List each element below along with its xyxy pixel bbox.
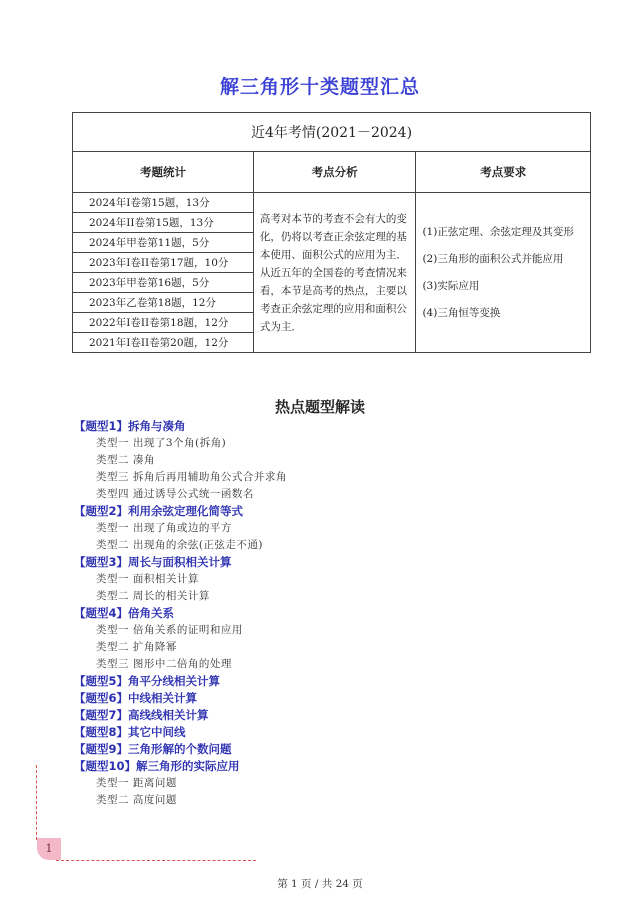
toc-topic-1[interactable]: 【题型1】拆角与凑角 xyxy=(74,419,186,433)
toc-subtopic[interactable]: 类型一 出现了3个角(拆角) xyxy=(96,437,227,449)
topic-list xyxy=(74,418,594,809)
document-title: 解三角形十类题型汇总 xyxy=(219,76,420,98)
requirement-item: (2)三角形的面积公式并能应用 xyxy=(422,252,564,265)
toc-subtopic[interactable]: 类型二 高度问题 xyxy=(96,794,177,806)
stat-row: 2024年II卷第15题，13分 xyxy=(73,213,254,233)
requirement-item: (4)三角恒等变换 xyxy=(422,306,501,319)
toc-topic-3[interactable]: 【题型3】周长与面积相关计算 xyxy=(74,555,232,569)
stat-row: 2023年甲卷第16题，5分 xyxy=(73,273,254,293)
requirement-item: (3)实际应用 xyxy=(422,279,480,292)
toc-topic-8[interactable]: 【题型8】其它中间线 xyxy=(74,725,186,739)
toc-subtopic[interactable]: 类型二 扩角降幂 xyxy=(96,641,177,653)
toc-subtopic[interactable]: 类型一 距离问题 xyxy=(96,777,177,789)
requirement-item: (1)正弦定理、余弦定理及其变形 xyxy=(422,225,574,238)
toc-subtopic[interactable]: 类型二 凑角 xyxy=(96,454,155,466)
toc-subtopic[interactable]: 类型三 拆角后再用辅助角公式合并求角 xyxy=(96,471,287,483)
toc-topic-7[interactable]: 【题型7】高线线相关计算 xyxy=(74,708,209,722)
stat-row: 2022年I卷II卷第18题，12分 xyxy=(73,313,254,333)
toc-topic-10[interactable]: 【题型10】解三角形的实际应用 xyxy=(74,759,240,773)
toc-subtopic[interactable]: 类型一 倍角关系的证明和应用 xyxy=(96,624,243,636)
section-subtitle: 热点题型解读 xyxy=(274,398,365,416)
page-footer: 第 1 页 / 共 24 页 xyxy=(277,878,363,890)
stat-row: 2023年乙卷第18题，12分 xyxy=(73,293,254,313)
toc-topic-2[interactable]: 【题型2】利用余弦定理化简等式 xyxy=(74,504,243,518)
table-caption: 近4年考情(2021－2024) xyxy=(73,113,591,152)
toc-subtopic[interactable]: 类型一 面积相关计算 xyxy=(96,573,199,585)
header-analysis: 考点分析 xyxy=(253,152,416,193)
analysis-text: 高考对本节的考查不会有大的变化，仍将以考查正余弦定理的基本使用、面积公式的应用为主．从近五年的全国卷的考查情况来看，本节是高考的热点，主要以考查正余弦定理的应用和面积公式为主． xyxy=(253,193,416,353)
exam-stats-table xyxy=(72,112,591,353)
page-number-badge: 1 xyxy=(37,838,61,860)
toc-topic-6[interactable]: 【题型6】中线相关计算 xyxy=(74,691,198,705)
requirements-cell xyxy=(416,193,591,353)
stat-row: 2024年甲卷第11题，5分 xyxy=(73,233,254,253)
toc-subtopic[interactable]: 类型三 图形中二倍角的处理 xyxy=(96,658,232,670)
decorative-dashed-line-vertical xyxy=(36,765,37,840)
decorative-dashed-line-horizontal xyxy=(56,860,256,861)
toc-subtopic[interactable]: 类型一 出现了角或边的平方 xyxy=(96,522,232,534)
stat-row: 2023年I卷II卷第17题，10分 xyxy=(73,253,254,273)
stat-row: 2024年I卷第15题，13分 xyxy=(73,193,254,213)
toc-subtopic[interactable]: 类型四 通过诱导公式统一函数名 xyxy=(96,488,254,500)
header-stats: 考题统计 xyxy=(73,152,254,193)
header-requirements: 考点要求 xyxy=(416,152,591,193)
stat-row: 2021年I卷II卷第20题，12分 xyxy=(73,333,254,353)
toc-topic-5[interactable]: 【题型5】角平分线相关计算 xyxy=(74,674,221,688)
toc-topic-4[interactable]: 【题型4】倍角关系 xyxy=(74,606,175,620)
toc-subtopic[interactable]: 类型二 周长的相关计算 xyxy=(96,590,210,602)
toc-topic-9[interactable]: 【题型9】三角形解的个数问题 xyxy=(74,742,232,756)
toc-subtopic[interactable]: 类型二 出现角的余弦(正弦走不通) xyxy=(96,539,264,551)
